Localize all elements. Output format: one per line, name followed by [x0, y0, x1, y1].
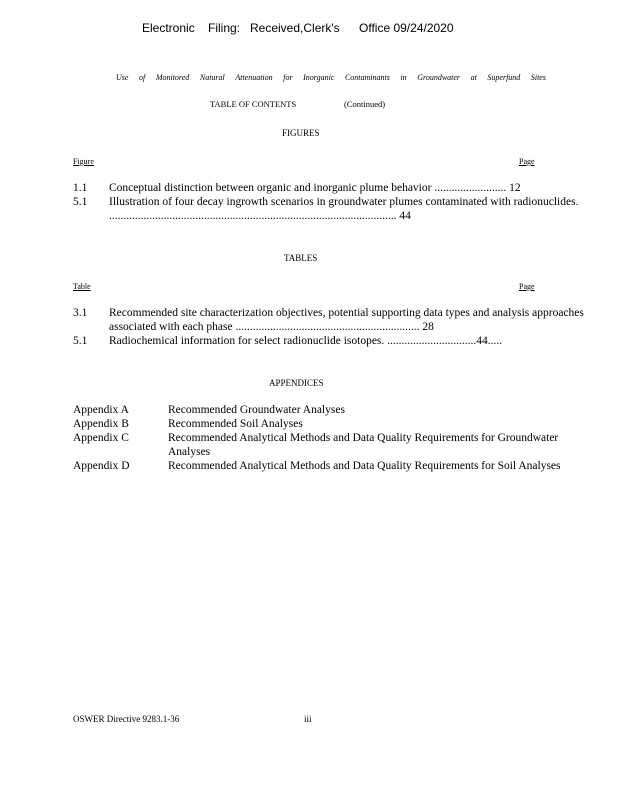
appendices-list — [73, 403, 593, 473]
table-number: 5.1 — [73, 335, 88, 347]
tables-col-page-label: Page — [519, 282, 535, 291]
document-title — [116, 73, 546, 82]
appendix-entry — [73, 459, 593, 473]
figure-entry — [73, 181, 593, 195]
table-text: Recommended site characterization objectives, potential supporting data types and analysis approaches associated with each phase ................................................................ 28 — [109, 307, 584, 333]
appendix-text: Recommended Soil Analyses — [168, 418, 303, 430]
figure-entry — [73, 195, 593, 223]
footer-directive: OSWER Directive 9283.1-36 — [73, 714, 180, 724]
appendix-label: Appendix C — [73, 432, 129, 444]
title-word: Use — [116, 73, 129, 82]
table-entry — [73, 334, 593, 348]
tables-col-table-label: Table — [73, 282, 91, 291]
tables-list — [73, 306, 593, 348]
title-word: Groundwater — [417, 73, 461, 82]
title-word: Sites — [530, 73, 546, 82]
appendix-label: Appendix B — [73, 418, 129, 430]
title-word: for — [283, 73, 293, 82]
appendix-text: Recommended Analytical Methods and Data Quality Requirements for Groundwater Analyses — [168, 432, 559, 458]
appendix-entry — [73, 403, 593, 417]
appendix-entry — [73, 417, 593, 431]
title-word: of — [139, 73, 146, 82]
figures-col-page-label: Page — [519, 157, 535, 166]
toc-continued: (Continued) — [344, 99, 386, 109]
figure-number: 5.1 — [73, 196, 88, 208]
appendix-text: Recommended Analytical Methods and Data Quality Requirements for Soil Analyses — [168, 460, 561, 472]
filing-received: Received,Clerk's — [250, 21, 340, 35]
tables-col-table — [73, 282, 103, 291]
appendix-entry — [73, 431, 593, 459]
title-word: Inorganic — [303, 73, 335, 82]
title-word: in — [400, 73, 407, 82]
filing-electronic: Electronic — [142, 21, 195, 35]
figures-col-figure — [73, 157, 116, 166]
figures-col-figure-label: Figure — [73, 157, 94, 166]
appendix-label: Appendix D — [73, 460, 130, 472]
title-word: Monitored — [155, 73, 190, 82]
figure-number: 1.1 — [73, 182, 88, 194]
tables-col-page — [519, 282, 545, 291]
appendices-heading: APPENDICES — [269, 378, 324, 388]
figures-col-page — [519, 157, 545, 166]
title-word: Natural — [199, 73, 225, 82]
title-word: Contaminants — [344, 73, 390, 82]
appendix-label: Appendix A — [73, 404, 129, 416]
title-word: Attenuation — [235, 73, 273, 82]
title-word: at — [470, 73, 477, 82]
table-entry — [73, 306, 593, 334]
figures-heading: FIGURES — [282, 128, 320, 138]
filing-label: Filing: — [208, 21, 241, 35]
footer-page-number: iii — [304, 714, 312, 724]
title-word: Superfund — [487, 73, 521, 82]
figure-text: Conceptual distinction between organic and inorganic plume behavior ......................... 12 — [109, 182, 521, 194]
appendix-text: Recommended Groundwater Analyses — [168, 404, 345, 416]
table-text: Radiochemical information for select radionuclide isotopes. ...............................44..... — [109, 335, 503, 347]
tables-heading: TABLES — [284, 253, 318, 263]
filing-office-date: Office 09/24/2020 — [359, 21, 454, 35]
table-number: 3.1 — [73, 307, 88, 319]
toc-title: TABLE OF CONTENTS — [210, 99, 297, 109]
figures-list — [73, 181, 593, 223]
figure-text: Illustration of four decay ingrowth scenarios in groundwater plumes contaminated with radionuclides. .................................................................................................... 44 — [109, 196, 579, 222]
